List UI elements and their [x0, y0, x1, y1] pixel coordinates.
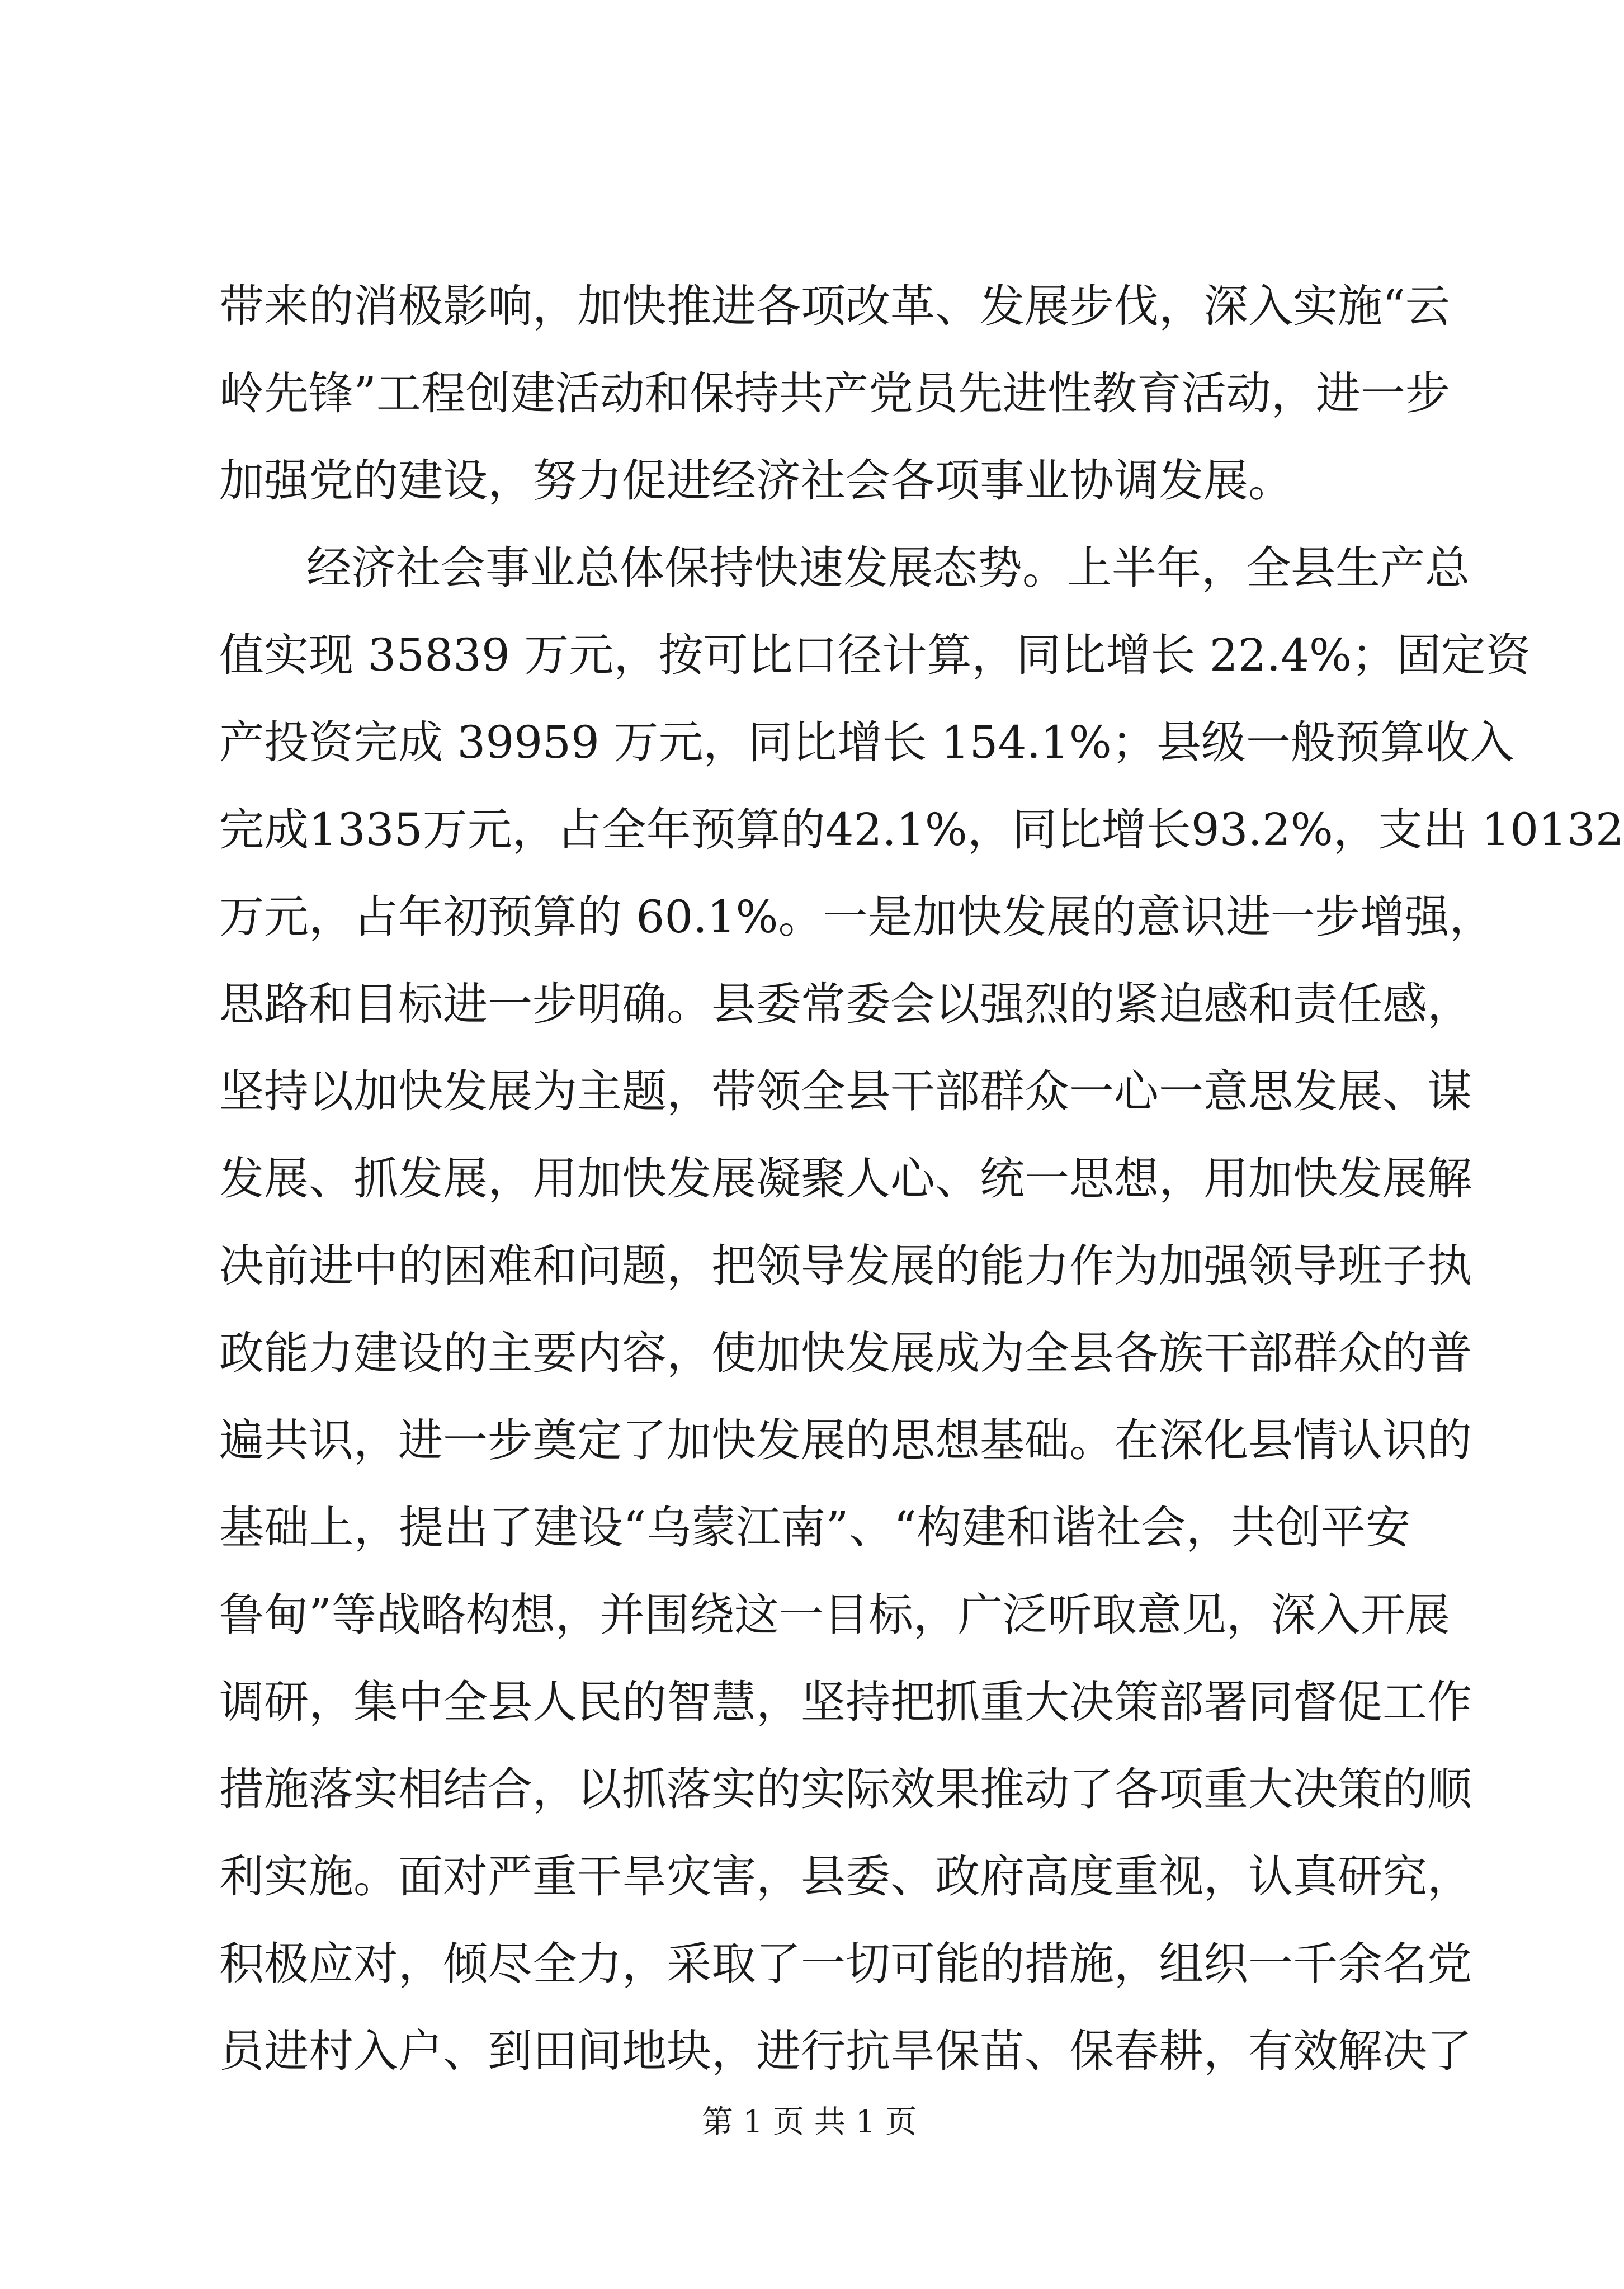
paragraph-first-line: 经济社会事业总体保持快速发展态势。上半年，全县生产总: [306, 542, 1470, 594]
text-line: 决前进中的困难和问题，把领导发展的能力作为加强领导班子执: [219, 1240, 1472, 1292]
text-line: 坚持以加快发展为主题，带领全县干部群众一心一意思发展、谋: [219, 1065, 1472, 1117]
text-line: 岭先锋”工程创建活动和保持共产党员先进性教育活动，进一步: [219, 367, 1450, 419]
text-line: 发展、抓发展，用加快发展凝聚人心、统一思想，用加快发展解: [219, 1153, 1472, 1205]
text-line: 积极应对，倾尽全力，采取了一切可能的措施，组织一千余名党: [219, 1938, 1472, 1990]
text-line: 鲁甸”等战略构想，并围绕这一目标，广泛听取意见，深入开展: [219, 1589, 1450, 1641]
text-line: 完成1335万元，占全年预算的42.1%，同比增长93.2%，支出 10132: [219, 804, 1624, 856]
text-line: 万元，占年初预算的 60.1%。一是加快发展的意识进一步增强，: [219, 891, 1494, 943]
text-line: 遍共识，进一步奠定了加快发展的思想基础。在深化县情认识的: [219, 1414, 1472, 1466]
text-line: 带来的消极影响，加快推进各项改革、发展步伐，深入实施“云: [219, 280, 1450, 332]
page-footer: 第 1 页 共 1 页: [701, 2104, 917, 2140]
text-line: 利实施。面对严重干旱灾害，县委、政府高度重视，认真研究，: [219, 1851, 1472, 1903]
text-line: 政能力建设的主要内容，使加快发展成为全县各族干部群众的普: [219, 1327, 1472, 1379]
text-line: 产投资完成 39959 万元，同比增长 154.1%；县级一般预算收入: [219, 716, 1514, 768]
text-line: 调研，集中全县人民的智慧，坚持把抓重大决策部署同督促工作: [219, 1676, 1472, 1728]
text-line: 加强党的建设，努力促进经济社会各项事业协调发展。: [219, 455, 1293, 507]
text-line: 值实现 35839 万元，按可比口径计算，同比增长 22.4%；固定资: [219, 629, 1531, 681]
text-line: 措施落实相结合，以抓落实的实际效果推动了各项重大决策的顺: [219, 1763, 1472, 1815]
text-line: 基础上，提出了建设“乌蒙江南”、“构建和谐社会，共创平安: [219, 1502, 1410, 1554]
text-line: 员进村入户、到田间地块，进行抗旱保苗、保春耕，有效解决了: [219, 2025, 1472, 2077]
text-line: 思路和目标进一步明确。县委常委会以强烈的紧迫感和责任感，: [219, 978, 1472, 1030]
